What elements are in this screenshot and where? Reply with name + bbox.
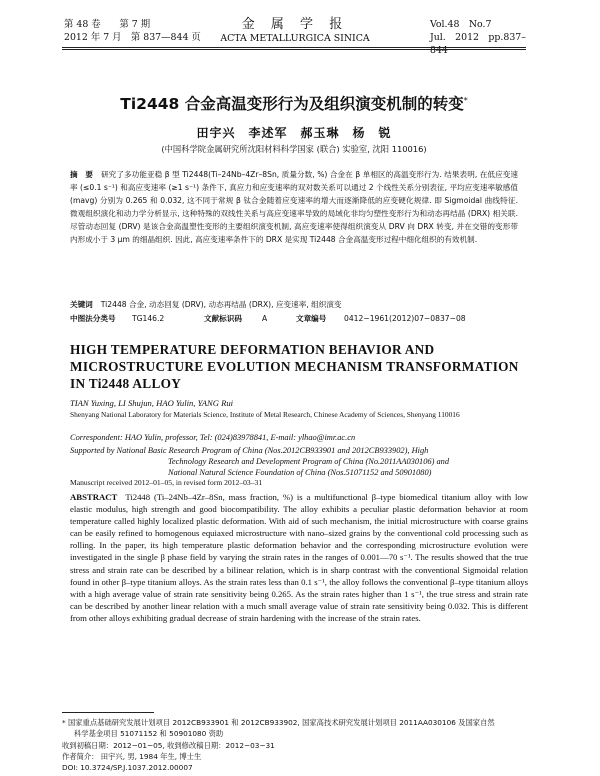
correspondent: Correspondent: HAO Yulin, professor, Tel: (024)83978841, E-mail: ylhao@imr.ac.cn xyxy=(70,433,356,442)
footnote-funding: * 国家重点基础研究发展计划项目 2012CB933901 和 2012CB933902, 国家高技术研究发展计划项目 2011AA030106 及国家自然 xyxy=(62,718,495,727)
keywords-cn-label: 关键词 xyxy=(70,300,93,309)
volume-en: Vol.48 No.7 xyxy=(430,19,492,30)
volume-cn: 第 48 卷 第 7 期 xyxy=(64,19,151,30)
footnotes xyxy=(62,717,528,773)
abstract-cn-text: 研究了多功能亚稳 β 型 Ti2448(Ti–24Nb–4Zr–8Sn, 质量分数, %) 合金在 β 单相区的高温变形行为. 结果表明, 在低应变速率 (≤0.1 s⁻¹) 和高应变速率 (≥1 s⁻¹) 条件下, 真应力和应变速率的双对数关系可以通过 2 个线性关系分别表征, 平均应变速率敏感值 (mavg) 分别为 0.265 和 0.032, 这不同于常规 β 钛合金随着应变速率的增大而逐渐降低的应变硬化规律. 即 Sigmoidal 曲线特征. 微观组织演化和动力学分析显示, 这种特殊的双线性关系与高应变速率导致的局域化非均匀塑性变形行为和动态再结晶 (DRX) 相关联. 尽管动态回复 (DRV) 是该合金高温塑性变形的主要组织演变机制, 高应变速率使得组织演变从 DRV 向 DRX 转变, 并在交错的变形带内形成小于 3 μm 的细晶组织. 因此, 高应变速率条件下的 DRX 是实现 Ti2448 合金高温变形过程中细化组织的有效机制. xyxy=(70,170,519,244)
abstract-cn-label: 摘 要 xyxy=(70,170,93,179)
article-no-value: 0412−1961(2012)07−0837−08 xyxy=(344,314,466,323)
article-no-label: 文章编号 xyxy=(296,314,327,323)
abstract-en-label: ABSTRACT xyxy=(70,492,118,502)
affiliation-en: Shenyang National Laboratory for Materials Science, Institute of Metal Research, Chinese Academy of Sciences, Shenyang 110016 xyxy=(70,410,460,419)
title-cn xyxy=(62,92,526,114)
funding-support xyxy=(70,445,528,478)
funding-line-1: Supported by National Basic Research Program of China (Nos.2012CB933901 and 2012CB933902), High xyxy=(70,446,429,455)
title-footnote-mark: * xyxy=(463,95,468,105)
affiliation-cn: (中国科学院金属研究所沈阳材料科学国家 (联合) 实验室, 沈阳 110016) xyxy=(161,144,427,154)
abstract-en xyxy=(70,491,528,624)
doc-code-label: 文献标识码 xyxy=(204,314,242,323)
footnote-rule xyxy=(62,712,154,713)
date-en: Jul. 2012 pp.837–844 xyxy=(430,32,526,56)
date-cn: 2012 年 7 月 第 837—844 页 xyxy=(64,32,201,43)
funding-line-3: National Natural Science Foundation of China (Nos.51071152 and 50901080) xyxy=(168,468,432,477)
clc-label: 中图法分类号 xyxy=(70,314,116,323)
authors-en: TIAN Yuxing, LI Shujun, HAO Yulin, YANG Rui xyxy=(70,398,234,408)
received-dates: Manuscript received 2012–01–05, in revised form 2012–03–31 xyxy=(70,478,263,487)
funding-line-2: Technology Research and Development Program of China (No.2011AA030106) and xyxy=(168,457,450,466)
journal-name-en: ACTA METALLURGICA SINICA xyxy=(220,33,370,44)
footnote-author: 作者简介： 田宇兴, 男, 1984 年生, 博士生 xyxy=(62,751,202,761)
footnote-funding-cont: 科学基金项目 51071152 和 50901080 资助 xyxy=(74,729,224,739)
journal-name-cn: 金 属 学 报 xyxy=(241,17,349,32)
abstract-cn xyxy=(70,168,518,246)
footnote-doi: DOI: 10.3724/SP.J.1037.2012.00007 xyxy=(62,763,193,773)
classification-line xyxy=(70,313,518,324)
clc-value: TG146.2 xyxy=(132,314,165,323)
title-cn-text: Ti2448 合金高温变形行为及组织演变机制的转变 xyxy=(120,95,464,113)
title-en: HIGH TEMPERATURE DEFORMATION BEHAVIOR AND MICROSTRUCTURE EVOLUTION MECHANISM TRANSFORMATION IN Ti2448 ALLOY xyxy=(70,342,519,391)
keywords-cn xyxy=(70,299,518,310)
keywords-cn-text: Ti2448 合金, 动态回复 (DRV), 动态再结晶 (DRX), 应变速率, 组织演变 xyxy=(100,300,342,309)
authors-cn: 田宇兴 李述军 郝玉琳 杨 锐 xyxy=(196,126,392,140)
doc-code-value: A xyxy=(262,314,268,323)
header-right xyxy=(430,18,526,57)
header-rule-thin xyxy=(62,49,526,50)
abstract-en-text: Ti2448 (Ti–24Nb–4Zr–8Sn, mass fraction, %) is a multifunctional β–type biomedical titanium alloy with low elastic modulus, high strength and good biocompatibility. The alloy exhibits a peculiar plastic deformation behavior at room temperature called highly localized plastic deformation. With aid of such mechanism, the initial microstructure with coarse grains can be easily refined to homogenous equiaxed microstructure with nano–sized grains by the conventional cold processing such as rolling. In the paper, its high temperature plastic deformation behavior and the corresponding microstructure evolution were investigated in the single β phase field by varying the strain rates in the ranges of 0.001—70 s⁻¹. The results showed that the true stress and strain rate can be described by a bilinear relation, which is in sharp contrast with the conventional Sigmoidal relation found in other β–type titanium alloys. As the strain rates less than 0.1 s⁻¹, the alloy follows the conventional β–type titanium alloys with a high average value of strain rate sensitivity being 0.265. As the strain rates higher than 1 s⁻¹, the true stress and strain rate can be described by another linear relation with a much small average value of strain rate sensitivity being 0.032. This is different from other alloys exhibiting gradual decrease of strain hardening with the increase of the strain rates. xyxy=(70,492,528,623)
header-rule xyxy=(62,47,526,48)
footnote-dates: 收到初稿日期：2012−01−05, 收到修改稿日期：2012−03−31 xyxy=(62,740,275,750)
